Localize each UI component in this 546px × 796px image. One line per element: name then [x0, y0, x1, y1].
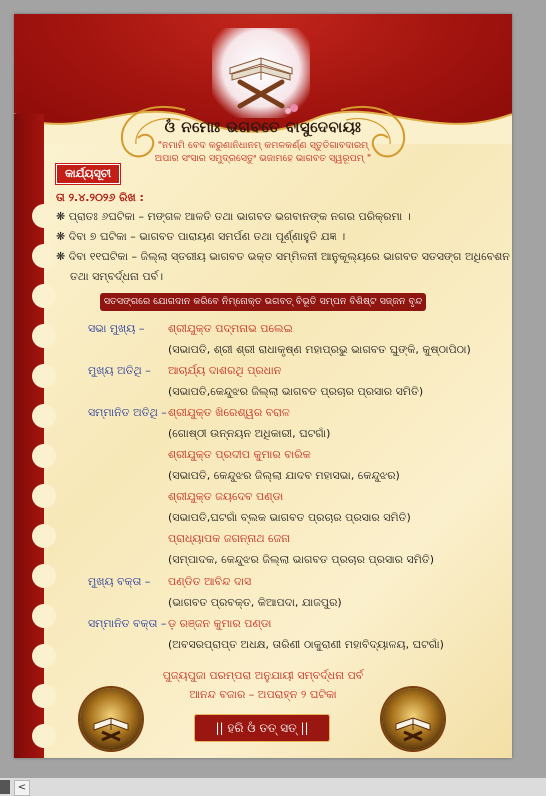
scroll-left-button[interactable]: < [14, 780, 30, 796]
guest-name: ଶ୍ରୀଯୁକ୍ତ ଖିରେଶ୍ୱର ବରାଳ [168, 406, 290, 419]
scallop-shape [32, 484, 56, 508]
right-bhagavat-medallion [382, 688, 444, 750]
open-book-icon [382, 688, 444, 750]
guest-detail: (ସଭାପତି,କେନ୍ଦୁଝର ଜିଲ୍ଲା ଭାଗବତ ପ୍ରଚାର ପ୍ରସାର ସମିତି) [168, 385, 424, 398]
guest-name: ଶ୍ରୀଯୁକ୍ତ ଜୟଦେବ ପଣ୍ଡା [168, 490, 284, 503]
scallop-shape [32, 284, 56, 308]
venue-time-note: ଆନନ୍ଦ ବଜାର – ଅପରାହ୍ନ ୨ ଘଟିକା [189, 688, 337, 701]
guest-name: ଶ୍ରୀଯୁକ୍ତ ପ୍ରଦୀପ କୁମାର ବାରିକ [168, 448, 311, 461]
guest-name: ଶ୍ରୀଯୁକ୍ତ ପଦ୍ମନାଭ ପଲେଇ [168, 322, 293, 335]
guest-role: ସମ୍ମାନିତ ଅତିଥି – [88, 406, 167, 419]
guest-name: ପଣ୍ଡିତ ଆବିନ୍ଦ ଦାସ [168, 575, 252, 588]
guest-role: ସଭା ମୁଖ୍ୟ – [88, 322, 145, 335]
scallop-shape [32, 604, 56, 628]
program-schedule-label: କାର୍ଯ୍ୟସୂଚୀ [56, 164, 120, 184]
scallop-shape [32, 324, 56, 348]
event-date: ତା ୨.୪.୨୦୨୬ ରିଖ : [56, 191, 144, 204]
guest-name: ପ୍ରାଧ୍ୟାପକ ଜଗନ୍ନାଥ ଜେନା [168, 532, 291, 545]
schedule-item-continuation: ତଥା ସମ୍ବର୍ଦ୍ଧନା ପର୍ବ। [70, 270, 164, 283]
scallop-shape [32, 444, 56, 468]
schedule-item: ❋ ଦିବା ୭ ଘଟିକା – ଭାଗବତ ପାରାୟଣ ସମର୍ପଣ ତଥା ପୂର୍ଣ୍ଣାହୁତି ଯଜ୍ଞ । [56, 230, 346, 243]
guest-detail: (ସଭାପତି,ଘଟଗାଁ ବ୍ଲକ ଭାଗବତ ପ୍ରଚାର ପ୍ରସାର ସମିତି) [168, 511, 411, 524]
shloka-line-2: ଅପାର ସଂସାର ସମୁଦ୍ରସେତୁଂ ଭଜାମହେ ଭାଗବତ ସ୍ୱରୂପମ୍ " [154, 153, 372, 164]
invocation-title: ଓଁ ନମୋଃ ଭଗବତେ ବାସୁଦେବାୟଃ [164, 118, 362, 136]
resize-grip[interactable] [0, 780, 10, 794]
horizontal-scrollbar[interactable] [0, 778, 546, 796]
scallop-shape [32, 364, 56, 388]
closing-chant: || ହରି ଓଁ ତତ୍ ସତ୍ || [194, 714, 330, 742]
left-bhagavat-medallion [80, 688, 142, 750]
guest-role: ମୁଖ୍ୟ ବକ୍ତା – [88, 575, 151, 588]
scallop-shape [32, 564, 56, 588]
guests-banner: ସତସଙ୍ଗରେ ଯୋଗଦାନ କରିବେ ନିମ୍ନୋକ୍ତ ଭଗବତ୍ ବିଭୂତି ସମ୍ପନ ବିଶିଷ୍ଟ ସଜ୍ଜନ ବୃନ୍ଦ [100, 293, 426, 311]
guest-detail: (ଗୋଷ୍ଠୀ ଉନ୍ନୟନ ଅଧିକାରୀ, ଘଟଗାଁ) [168, 427, 331, 440]
scallop-shape [32, 404, 56, 428]
felicitation-note: ପୁଜ୍ୟପୁଜା ପରମ୍ପରା ଅନୁଯାୟୀ ସମ୍ବର୍ଦ୍ଧନା ପର୍ବ [162, 669, 364, 682]
guest-detail: (ସମ୍ପାଦକ, କେନ୍ଦୁଝର ଜିଲ୍ଲା ଭାଗବତ ପ୍ରଚାର ପ୍ରସାର ସମିତି) [168, 553, 435, 566]
book-stand-icon [212, 28, 310, 118]
invitation-page [14, 14, 512, 758]
shloka-line-1: "ନମାମି ବେଦ କରୁଣାନିଧାନମ୍ କମଳକର୍ଣ୍ଣ ସ୍ତୁତିଗାବଦାରମ୍ [157, 140, 369, 151]
guest-detail: (ସଭାପତି, କେନ୍ଦୁଝର ଜିଲ୍ଲା ଯାଦବ ମହାସଭା, କେନ୍ଦୁଝର) [168, 469, 400, 482]
guest-name: ଡ଼ ରଞ୍ଜନ କୁମାର ପଣ୍ଡା [168, 617, 272, 630]
scallop-shape [32, 204, 56, 228]
scallop-shape [32, 524, 56, 548]
scallop-shape [32, 644, 56, 668]
schedule-item: ❋ ଦିବା ୧୧ଘଟିକା – ଜିଲ୍ଲା ସ୍ତରୀୟ ଭାଗବତ ଭକ୍ତ ସମ୍ମିଳନୀ ଆନୁକୂଲ୍ୟରେ ଭାଗବତ ସତସଙ୍ଗ ଅଧିବେଶନ [56, 250, 510, 263]
guest-detail: (ଅବସରପ୍ରାପ୍ତ ଅଧକ୍ଷ, ତାରିଣୀ ଠାକୁରାଣୀ ମହାବିଦ୍ୟାଳୟ, ଘଟଗାଁ) [168, 638, 444, 651]
guest-detail: (ସଭାପତି, ଶ୍ରୀ ଶ୍ରୀ ରାଧାକୃଷ୍ଣ ମହାପ୍ରଭୁ ଭାଗବତ ଘୁଙ୍କି, କୁଷ୍ଠାପିଠା) [168, 343, 471, 356]
scallop-shape [32, 724, 56, 748]
guest-detail: (ଭାଗବତ ପ୍ରବକ୍ତ, କିଆପଦା, ଯାଜପୁର) [168, 596, 342, 609]
guest-name: ଆଚାର୍ଯ୍ୟ ଦାଶରଥି ପ୍ରଧାନ [168, 364, 282, 377]
bhagavat-book-illustration [212, 28, 310, 118]
guest-role: ସମ୍ମାନିତ ବକ୍ତା – [88, 617, 167, 630]
guest-role: ମୁଖ୍ୟ ଅତିଥି – [88, 364, 151, 377]
scallop-shape [32, 244, 56, 268]
schedule-item: ❋ ପ୍ରାତଃ ୬ଘଟିକା – ମଙ୍ଗଳ ଆଳତି ତଥା ଭାଗବତ ଭଗବାନଙ୍କ ନଗର ପରିକ୍ରମା । [56, 210, 411, 223]
open-book-icon [80, 688, 142, 750]
